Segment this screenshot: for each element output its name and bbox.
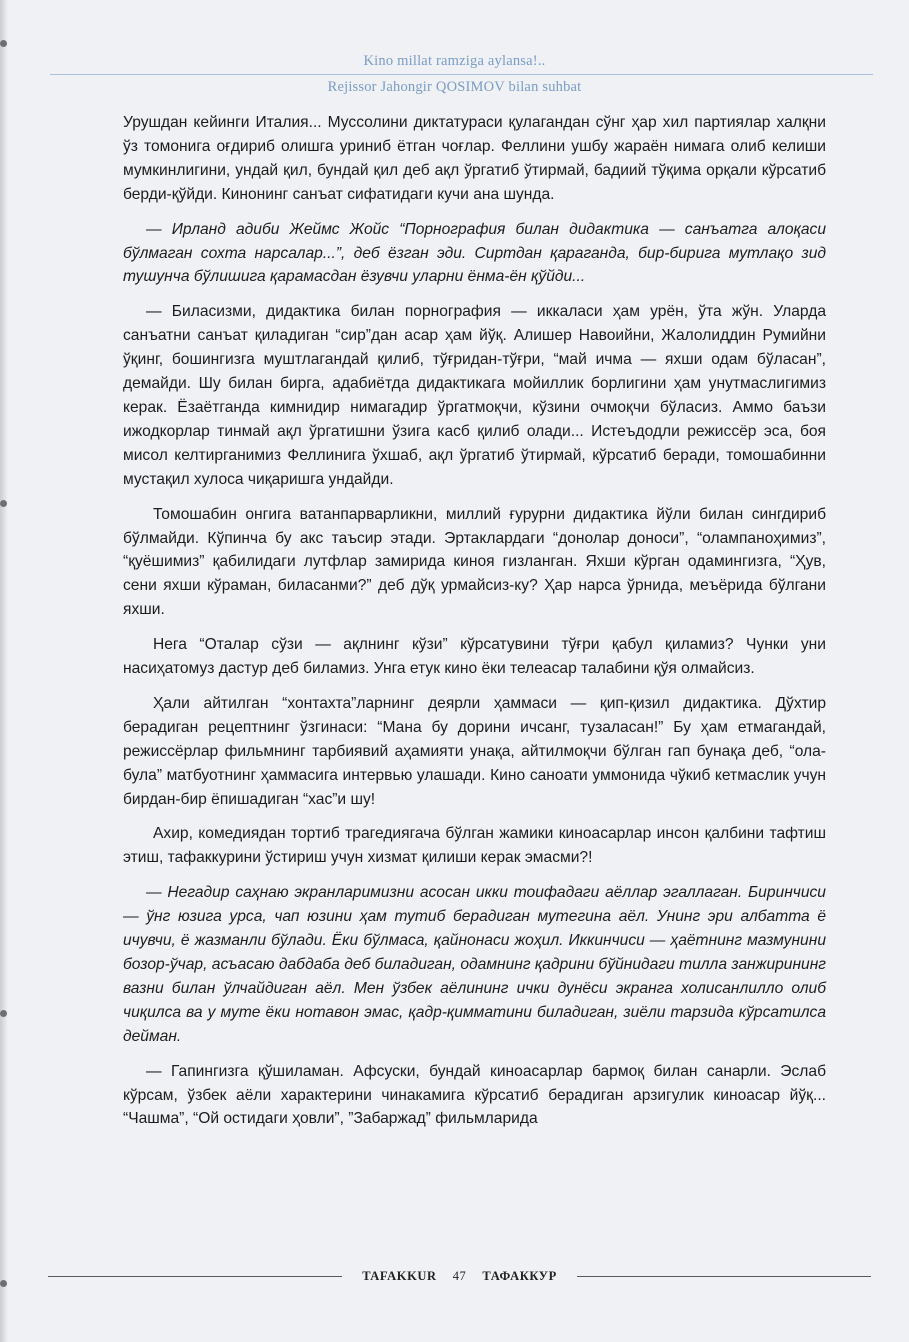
footer-label: [342, 1269, 577, 1284]
running-head-subtitle: Rejissor Jahongir QOSIMOV bilan suhbat: [327, 79, 582, 95]
footer-rule-left: [48, 1276, 342, 1277]
interview-answer: — Гапингизга қўшиламан. Афсуски, бундай киноасарлар бармоқ билан санарли. Эслаб кўрсам, ўзбек аёли характерини чинакамига кўрсатиб берадиган арзигулик киноасар йўқ... “Чашма”, “Ой остидаги ҳовли”, ”Забаржад” фильмларида: [123, 1062, 826, 1128]
paragraph: Ахир, комедиядан тортиб трагедиягача бўлган жамики киноасарлар инсон қалбини тафтиш этиш, тафаккурини ўстириш учун хизмат қилиши керак эмасми?!: [123, 825, 826, 867]
paragraph: Урушдан кейинги Италия... Муссолини диктатураси қулагандан сўнг ҳар хил партиялар халқни ўз томонига оғдириб олишга уриниб ётган чоғлар. Феллини ушбу жараён нимага олиб келиши мумкинлигини, ундай қил, бундай қил деб ақл ўргатиб ўтирмай, бадиий тўқима орқали кўрсатиб берди-қўйди. Кинонинг санъат сифатидаги кучи ана шунда.: [123, 114, 826, 203]
footer-rule-right: [577, 1276, 871, 1277]
footer-journal-cyrillic: ТАФАККУР: [482, 1268, 557, 1283]
binding-hole: [0, 1010, 7, 1017]
paragraph: Томошабин онгига ватанпарварликни, миллий ғурурни дидактика йўли билан сингдириб бўлмайди. Кўпинча бу акс таъсир этади. Эртаклардаги “донолар доноси”, “олампаноҳимиз”, “қуёшимиз” қабилидаги лутфлар замирида киноя гизланган. Яхши кўрган одамингизга, “Ҳув, сени яхши кўраман, биласанми?” деб дўқ урмайсиз-ку? Ҳар нарса ўрнида, меъёрида бўлгани яхши.: [123, 505, 826, 619]
paragraph: Нега “Оталар сўзи — ақлнинг кўзи” кўрсатувини тўғри қабул қиламиз? Чунки уни насиҳатомуз дастур деб биламиз. Унга етук кино ёки телеасар талабини қўя олмайсиз.: [123, 636, 826, 678]
page-number: 47: [452, 1268, 467, 1283]
binding-hole: [0, 500, 7, 507]
binding-edge: [0, 0, 8, 1342]
article-body: [123, 111, 826, 1142]
footer-journal-latin: TAFAKKUR: [362, 1268, 437, 1283]
interview-question: — Ирланд адиби Жеймс Жойс “Порнография билан дидактика — санъатга алоқаси бўлмаган сохта нарсалар...”, деб ёзган эди. Сиртдан қараганда, бир-бирига мутлақо зид тушунча бўлишига қарамасдан ёзувчи уларни ёнма-ён қўйди...: [123, 220, 826, 286]
interview-answer: — Биласизми, дидактика билан порнография — иккаласи ҳам урён, ўта жўн. Уларда санъатни санъат қиладиган “сир”дан асар ҳам йўқ. Алишер Навоийни, Жалолиддин Румийни ўқинг, бошингизга муштлагандай қилиб, тўғридан-тўғри, “май ичма — яхши одам бўласан”, демайди. Шу билан бирга, адабиётда дидактикага мойиллик борлигини ҳам унутмаслигимиз керак. Ёзаётганда кимнидир нимагадир ўргатмоқчи, кўзини очмоқчи бўласиз. Аммо баъзи ижодкорлар тинмай ақл ўргатишни ўзига касб қилиб олади... Истеъдодли режиссёр эса, боя мисол келтирганимиз Феллинига ўхшаб, ақл ўргатиб ўтирмай, кўрсатиб беради, томошабинни мустақил хулоса чиқаришга ундайди.: [123, 303, 826, 488]
interview-question: — Негадир саҳнаю экранларимизни асосан икки тоифадаги аёллар эгаллаган. Биринчиси — ўнг юзига урса, чап юзини ҳам тутиб берадиган мутегина аёл. Унинг эри албатта ё ичувчи, ё жазманли бўлади. Ёки бўлмаса, қайнонаси жоҳил. Иккинчиси — ҳаётнинг мазмунини бозор-ўчар, асъасаю дабдаба деб биладиган, одамнинг қадрини бўйнидаги тилла занжирининг вазни билан ўлчайдиган аёл. Мен ўзбек аёлининг ички дунёси экранга холисанлилло олиб чиқилса ва у муте ёки нотавон эмас, қадр-қимматини биладиган, зиёли тарзида кўрсатилса дейман.: [123, 884, 826, 1045]
paragraph: Ҳали айтилган “хонтахта”ларнинг деярли ҳаммаси — қип-қизил дидактика. Дўхтир берадиган рецептнинг ўзгинаси: “Мана бу дорини ичсанг, тузаласан!” Бу ҳам етмагандай, режиссёрлар фильмнинг тарбиявий аҳамияти унақа, айтилмоқчи бўлган гап бунақа деб, “ола-була” матбуотнинг ҳаммасига интервью улашади. Кино саноати уммонида чўкиб кетмаслик учун бирдан-бир ёпишадиган “хас”и шу!: [123, 694, 826, 808]
binding-hole: [0, 1280, 7, 1287]
binding-hole: [0, 40, 7, 47]
running-head-title: Kino millat ramziga aylansa!..: [363, 53, 546, 69]
page-footer: [48, 1266, 871, 1286]
header-rule: [50, 74, 873, 75]
